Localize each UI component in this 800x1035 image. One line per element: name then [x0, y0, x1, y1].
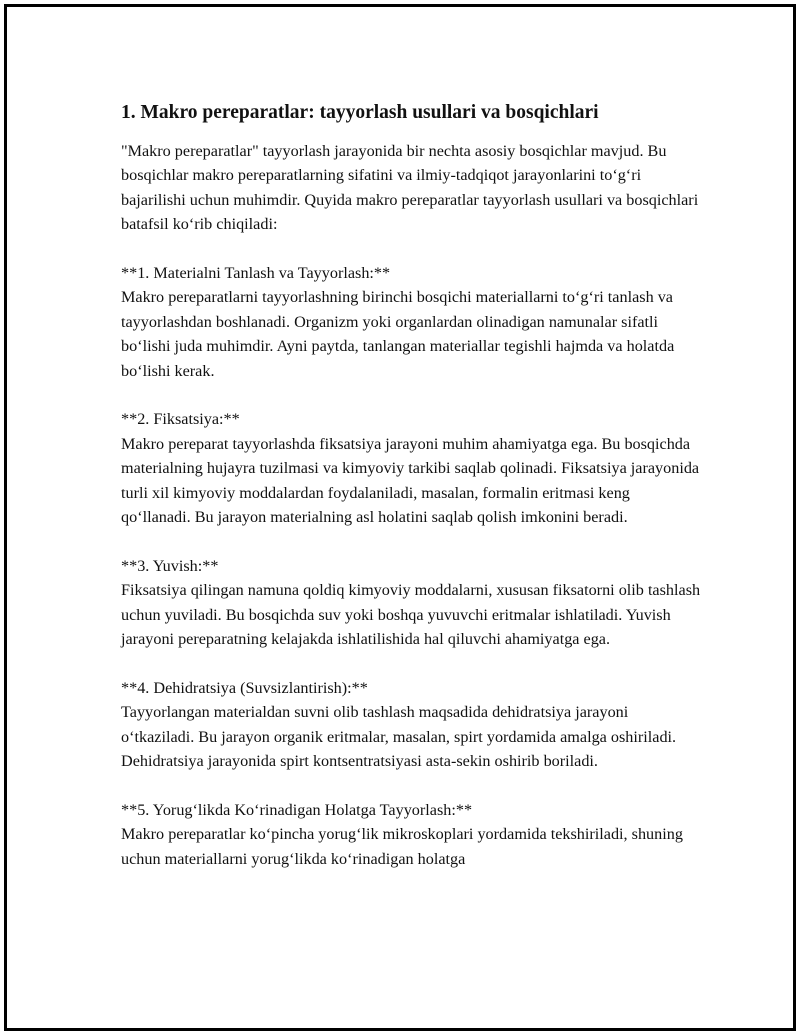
document-title: 1. Makro pereparatlar: tayyorlash usullari va bosqichlari: [121, 102, 599, 123]
section-washing: [121, 554, 701, 652]
section-body: Fiksatsiya qilingan namuna qoldiq kimyoviy moddalarni, xususan fiksatorni olib tashlash uchun yuviladi. Bu bosqichda suv yoki boshqa yuvuvchi eritmalar ishlatiladi. Yuvish jarayoni pereparatning kelajakda ishlatilishida hal qiluvchi ahamiyatga ega.: [121, 581, 701, 649]
section-heading: **4. Dehidratsiya (Suvsizlantirish):**: [121, 678, 368, 697]
section-heading: **3. Yuvish:**: [121, 556, 219, 575]
section-material-selection: [121, 261, 701, 383]
document-content: [121, 99, 701, 871]
section-heading: **2. Fiksatsiya:**: [121, 410, 240, 429]
section-body: Makro pereparat tayyorlashda fiksatsiya jarayoni muhim ahamiyatga ega. Bu bosqichda materialning hujayra tuzilmasi va kimyoviy tarkibi saqlab qolinadi. Fiksatsiya jarayonida turli xil kimyoviy moddalardan foydalaniladi, masalan, formalin eritmasi keng qo‘llanadi. Bu jarayon materialning asl holatini saqlab qolish imkonini beradi.: [121, 434, 700, 527]
section-body: Tayyorlangan materialdan suvni olib tashlash maqsadida dehidratsiya jarayoni o‘tkaziladi. Bu jarayon organik eritmalar, masalan, spirt yordamida amalga oshiriladi. Dehidratsiya jarayonida spirt kontsentratsiyasi asta-sekin oshirib boriladi.: [121, 703, 677, 771]
section-body: Makro pereparatlarni tayyorlashning birinchi bosqichi materiallarni to‘g‘ri tanlash va tayyorlashdan boshlanadi. Organizm yoki organlardan olinadigan namunalar sifatli bo‘lishi juda muhimdir. Ayni paytda, tanlangan materiallar tegishli hajmda va holatda bo‘lishi kerak.: [121, 288, 675, 380]
section-heading: **1. Materialni Tanlash va Tayyorlash:**: [121, 264, 391, 283]
intro-paragraph: "Makro pereparatlar" tayyorlash jarayonida bir nechta asosiy bosqichlar mavjud. Bu bosqichlar makro pereparatlarning sifatini va ilmiy-tadqiqot jarayonlarini to‘g‘ri bajarilishi uchun muhimdir. Quyida makro pereparatlar tayyorlash usullari va bosqichlari batafsil ko‘rib chiqiladi:: [121, 142, 699, 234]
section-dehydration: [121, 676, 701, 774]
section-body: Makro pereparatlar ko‘pincha yorug‘lik mikroskoplari yordamida tekshiriladi, shuning uchun materiallarni yorug‘likda ko‘rinadigan holatga: [121, 825, 683, 868]
document-page: [4, 4, 796, 1031]
section-heading: **5. Yorug‘likda Ko‘rinadigan Holatga Tayyorlash:**: [121, 800, 473, 819]
section-light-preparation: [121, 798, 701, 871]
section-fixation: [121, 407, 701, 529]
